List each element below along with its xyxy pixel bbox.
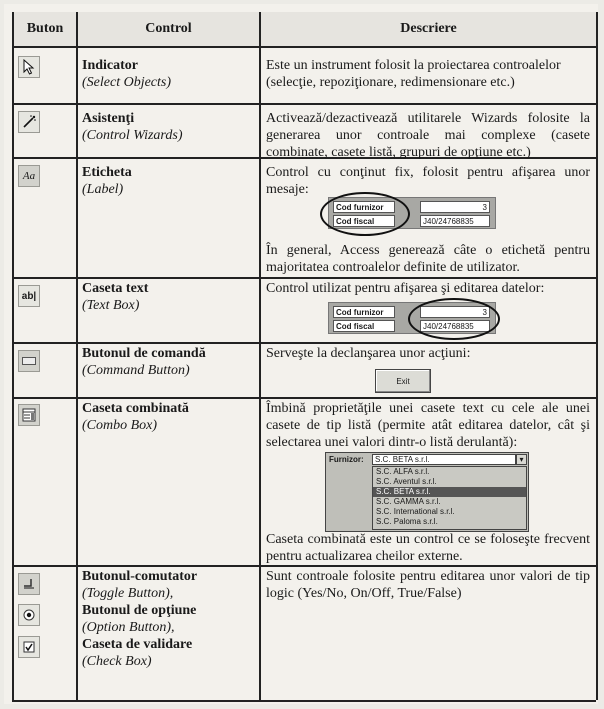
label-example-field2-value: J40/24768835 [420, 215, 490, 227]
textbox-description: Control utilizat pentru afişarea şi editarea datelor: [266, 281, 545, 296]
toggle-description: Sunt controale folosite pentru editarea unor valori de tip logic (Yes/No, On/Off, True/False) [266, 569, 590, 601]
pointer-icon [18, 56, 40, 78]
textbox-control [82, 280, 148, 314]
combo-description-2: Caseta combinată este un control ce se foloseşte frecvent pentru actualizarea cheilor externe. [266, 532, 590, 564]
combo-dropdown-list [372, 466, 527, 530]
exit-button[interactable]: Exit [375, 369, 431, 393]
textbox-highlight-ellipse [408, 298, 500, 340]
combo-input[interactable]: S.C. BETA s.r.l. [372, 454, 516, 465]
command-control [82, 345, 206, 379]
indicator-description: Este un instrument folosit la proiectarea controalelor (selecţie, repoziţionare, redimensionare etc.) [266, 58, 561, 90]
label-name: Eticheta [82, 165, 132, 180]
toggle-button-icon [18, 573, 40, 595]
textbox-example-field2-label: Cod fiscal [333, 320, 395, 332]
combo-name: Caseta combinată [82, 401, 189, 416]
combo-example [325, 452, 529, 532]
header-description: Descriere [261, 12, 596, 46]
option-alt: (Option Button), [82, 620, 175, 635]
label-alt: (Label) [82, 182, 124, 197]
combo-description-1: Îmbină proprietăţile unei casete text cu cele ale unei casete de tip listă (permite atât editarea datelor, cât şi selectarea unei valori dintr-o listă derulantă): [266, 401, 590, 450]
check-alt: (Check Box) [82, 654, 152, 669]
option-name: Butonul de opţiune [82, 603, 197, 618]
check-box-icon [18, 636, 40, 658]
label-tool-icon: Aa [18, 165, 40, 187]
label-control [82, 164, 132, 198]
indicator-control [82, 57, 171, 91]
textbox-example-field2-value: J40/24768835 [420, 320, 490, 332]
indicator-alt: (Select Objects) [82, 75, 172, 90]
combo-box-icon [18, 404, 40, 426]
combo-option-1[interactable]: S.C. ALFA s.r.l. [376, 467, 430, 476]
textbox-example-field1-value: 3 [420, 306, 490, 318]
command-description: Serveşte la declanşarea unor acţiuni: [266, 346, 471, 361]
combo-option-4[interactable]: S.C. GAMMA s.r.l. [376, 497, 441, 506]
label-example-field1-value: 3 [420, 201, 490, 213]
textbox-example-field1-label: Cod furnizor [333, 306, 395, 318]
textbox-tool-icon: ab| [18, 285, 40, 307]
command-button-icon [18, 350, 40, 372]
combo-option-3[interactable]: S.C. BETA s.r.l. [373, 487, 526, 497]
wizards-description: Activează/dezactivează utilitarele Wizards folosite la generarea unor controale mai complexe (casete combinate, casete listă, grupuri de opţiune etc.) [266, 111, 590, 160]
textbox-alt: (Text Box) [82, 298, 140, 313]
header-control: Control [78, 12, 259, 46]
combo-alt: (Combo Box) [82, 418, 158, 433]
wizards-name: Asistenţi [82, 111, 135, 126]
toggle-alt: (Toggle Button), [82, 586, 174, 601]
check-name: Caseta de validare [82, 637, 193, 652]
toggle-control [82, 568, 197, 670]
label-example-field1-label: Cod furnizor [333, 201, 395, 213]
header-button: Buton [14, 12, 76, 46]
combo-control [82, 400, 189, 434]
combo-option-2[interactable]: S.C. Aventul s.r.l. [376, 477, 437, 486]
indicator-name: Indicator [82, 58, 138, 73]
wizards-control [82, 110, 182, 144]
command-name: Butonul de comandă [82, 346, 206, 361]
textbox-name: Caseta text [82, 281, 149, 296]
combo-option-6[interactable]: S.C. Paloma s.r.l. [376, 517, 438, 526]
toggle-name: Butonul-comutator [82, 569, 198, 584]
label-example-field2-label: Cod fiscal [333, 215, 395, 227]
wizards-alt: (Control Wizards) [82, 128, 183, 143]
label-description-1: Control cu conţinut fix, folosit pentru afişarea unor mesaje: [266, 165, 590, 197]
combo-label: Furnizor: [329, 455, 364, 464]
command-alt: (Command Button) [82, 363, 190, 378]
option-button-icon [18, 604, 40, 626]
wand-icon [18, 111, 40, 133]
combo-option-5[interactable]: S.C. International s.r.l. [376, 507, 455, 516]
combo-dropdown-arrow-icon[interactable]: ▾ [516, 454, 527, 465]
label-highlight-ellipse [320, 192, 410, 236]
label-description-2: În general, Access generează câte o etichetă pentru majoritatea controalelor definite de utilizator. [266, 243, 590, 275]
